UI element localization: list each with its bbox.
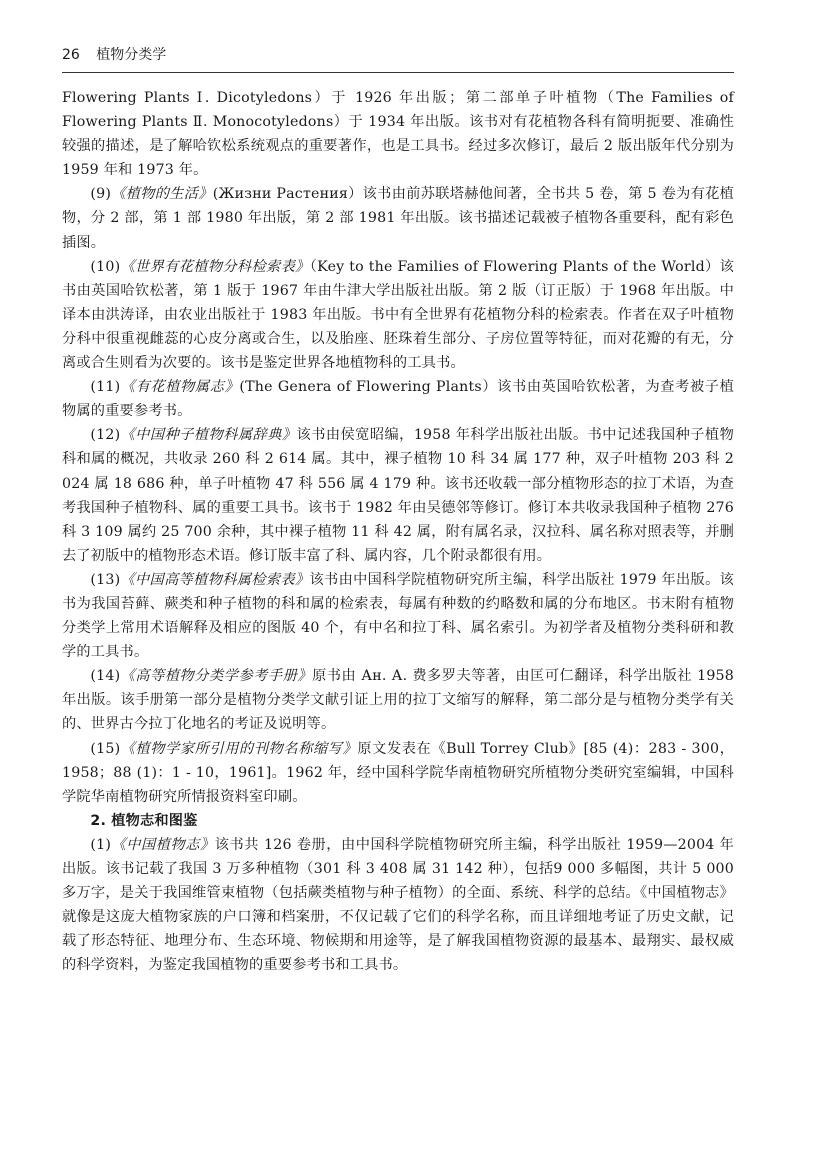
paragraph	[62, 737, 734, 809]
paragraph	[62, 664, 734, 736]
paragraph	[62, 833, 734, 978]
paragraph-text: 原书由 Ан. А. 费多罗夫等著，由匡可仁翻译，科学出版社 1958 年出版。该手册第一部分是植物分类学文献引证上用的拉丁文缩写的解释，第二部分是与植物分类学有关的、世界古今拉丁化地名的考证及说明等。	[62, 668, 734, 733]
paragraph-text: (10)	[90, 258, 121, 275]
body-text	[62, 86, 734, 977]
book-title: 《中国种子植物科属辞典》	[120, 427, 297, 444]
paragraph-text: (15)	[90, 740, 121, 757]
book-title: 《中国高等植物科属检索表》	[120, 571, 310, 588]
book-title: 《高等植物分类学参考手册》	[120, 668, 313, 685]
book-title: 《世界有花植物分科检索表》	[120, 258, 310, 275]
paragraph-text: （Key to the Families of Flowering Plants of the World）该书由英国哈钦松著，第 1 版于 1967 年由牛津大学出版社出版。第 2 版（订正版）于 1968 年出版。中译本由洪涛译，由农业出版社于 1983 年出版。书中有全世界有花植物分科的检索表。作者在双子叶植物分科中很重视雌蕊的心皮分离或合生，以及胎座、胚珠着生部分、子房位置等特征，而对花瓣的有无，分离或合生则看为次要的。该书是鉴定世界各地植物科的工具书。	[62, 258, 734, 372]
page-number: 26	[62, 47, 80, 63]
book-title: 《植物的生活》	[111, 186, 213, 203]
running-header-title: 植物分类学	[96, 47, 167, 63]
paragraph-group	[62, 833, 734, 978]
book-title: 《中国植物志》	[111, 836, 215, 853]
paragraph-text: (Жизни Растения）该书由前苏联塔赫他间著，全书共 5 卷，第 5 卷为有花植物，分 2 部，第 1 部 1980 年出版，第 2 部 1981 年出版。该书描述记载被子植物各重要科，配有彩色插图。	[62, 186, 735, 251]
paragraph	[62, 255, 734, 375]
paragraph-text: 该书由侯宽昭编，1958 年科学出版社出版。书中记述我国种子植物科和属的概况，共收录 260 科 2 614 属。其中，裸子植物 10 科 34 属 177 种，双子叶植物 203 科 2 024 属 18 686 种，单子叶植物 47 科 556 属 4 179 种。该书还收载一部分植物形态的拉丁术语，为查考我国种子植物科、属的重要工具书。该书于 1982 年由吴德邻等修订。修订本共收录我国种子植物 276 科 3 109 属约 25 700 余种，其中裸子植物 11 科 42 属，附有属名录，汉拉科、属名称对照表等，并删去了初版中的植物形态术语。修订版丰富了科、属内容，几个附录都很有用。	[62, 427, 734, 564]
paragraph-text: (The Genera of Flowering Plants）该书由英国哈钦松著，为查考被子植物属的重要参考书。	[62, 379, 734, 420]
paragraph-text: (11)	[90, 379, 121, 396]
paragraph-text: Flowering Plants Ⅰ. Dicotyledons）于 1926 年出版；第二部单子叶植物（The Families of Flowering Plants Ⅱ. Monocotyledons）于 1934 年出版。该书对有花植物各科有简明扼要、准确性较强的描述，是了解哈钦松系统观点的重要著作，也是工具书。经过多次修订，最后 2 版出版年代分别为 1959 年和 1973 年。	[62, 90, 734, 179]
paragraph-text: (1)	[90, 836, 112, 853]
paragraph-group	[62, 86, 734, 809]
paragraph	[62, 375, 734, 423]
paragraph-text: (13)	[90, 571, 121, 588]
paragraph-text: 原文发表在《Bull Torrey Club》[85 (4)：283 - 300，1958；88 (1)：1 - 10，1961]。1962 年，经中国科学院华南植物研究所植物分类研究室编辑，中国科学院华南植物研究所情报资料室印刷。	[62, 740, 735, 805]
paragraph-text: (9)	[90, 186, 112, 203]
paragraph-text: (12)	[90, 427, 121, 444]
paragraph-text: (14)	[90, 668, 121, 685]
paragraph-text: 该书由中国科学院植物研究所主编，科学出版社 1979 年出版。该书为我国苔藓、蕨类和种子植物的科和属的检索表，每属有种数的约略数和属的分布地区。书末附有植物分类学上常用术语解释及相应的图版 40 个，有中名和拉丁科、属名索引。为初学者及植物分类科研和教学的工具书。	[62, 571, 734, 661]
paragraph	[62, 86, 734, 182]
section-heading: 2. 植物志和图鉴	[90, 812, 198, 829]
paragraph	[62, 568, 734, 664]
running-header	[62, 42, 734, 73]
book-title: 《有花植物属志》	[120, 379, 240, 396]
paragraph-text: 该书共 126 卷册，由中国科学院植物研究所主编，科学出版社 1959—2004 年出版。该书记载了我国 3 万多种植物（301 科 3 408 属 31 142 种），包括9 000 多幅图，共计 5 000 多万字，是关于我国维管束植物（包括蕨类植物与种子植物）的全面、系统、科学的总结。《中国植物志》就像是这庞大植物家族的户口簿和档案册，不仅记载了它们的科学名称，而且详细地考证了历史文献，记载了形态特征、地理分布、生态环境、物候期和用途等，是了解我国植物资源的最基本、最翔实、最权威的科学资料，为鉴定我国植物的重要参考书和工具书。	[62, 836, 734, 974]
book-title: 《植物学家所引用的刊物名称缩写》	[120, 740, 358, 757]
paragraph	[62, 182, 734, 254]
paragraph	[62, 423, 734, 568]
